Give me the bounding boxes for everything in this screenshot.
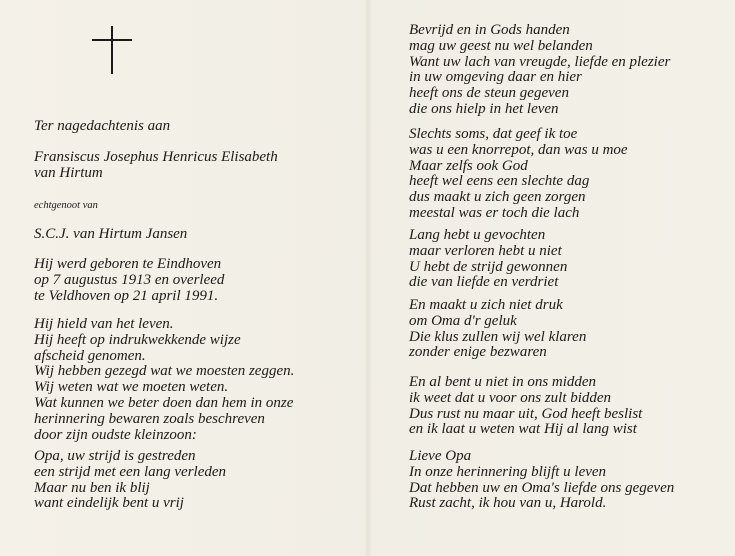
poem-stanza-4: En maakt u zich niet druk om Oma d'r geluk Die klus zullen wij wel klaren zonder enige bezwaren: [409, 297, 587, 361]
spouse-label: echtgenoot van: [34, 200, 98, 211]
poem-stanza-5: En al bent u niet in ons midden ik weet dat u voor ons zult bidden Dus rust nu maar uit, God heeft beslist en ik laat u weten wat Hij al lang wist: [409, 374, 643, 438]
poem-stanza-1: Bevrijd en in Gods handen mag uw geest nu wel belanden Want uw lach van vreugde, liefde en plezier in uw omgeving daar en hier heeft ons de steun gegeven die ons hielp in het leven: [409, 22, 671, 117]
poem-stanza-6: Lieve Opa In onze herinnering blijft u leven Dat hebben uw en Oma's liefde ons gegeven Rust zacht, ik hou van u, Harold.: [409, 448, 675, 512]
cross-icon: [92, 26, 132, 74]
birth-death-text: Hij werd geboren te Eindhoven op 7 augustus 1913 en overleed te Veldhoven op 21 april 1991.: [34, 256, 225, 304]
left-page: [0, 0, 367, 556]
spouse-name: S.C.J. van Hirtum Jansen: [34, 226, 188, 242]
poem-start: Opa, uw strijd is gestreden een strijd met een lang verleden Maar nu ben ik blij want eindelijk bent u vrij: [34, 448, 227, 512]
poem-stanza-2: Slechts soms, dat geef ik toe was u een knorrepot, dan was u moe Maar zelfs ook God heeft wel eens een slechte dag dus maakt u zich geen zorgen meestal was er toch die lach: [409, 126, 628, 221]
right-page: [368, 0, 735, 556]
intro-text: Ter nagedachtenis aan: [34, 118, 171, 134]
poem-stanza-3: Lang hebt u gevochten maar verloren hebt u niet U hebt de strijd gewonnen die van liefde en verdriet: [409, 227, 568, 291]
tribute-text: Hij hield van het leven. Hij heeft op indrukwekkende wijze afscheid genomen. Wij hebben gezegd wat we moesten zeggen. Wij weten wat we moeten weten. Wat kunnen we beter doen dan hem in onze herinnering bewaren zoals beschreven door zijn oudste kleinzoon:: [34, 316, 295, 443]
deceased-name: Fransiscus Josephus Henricus Elisabeth van Hirtum: [34, 149, 278, 181]
